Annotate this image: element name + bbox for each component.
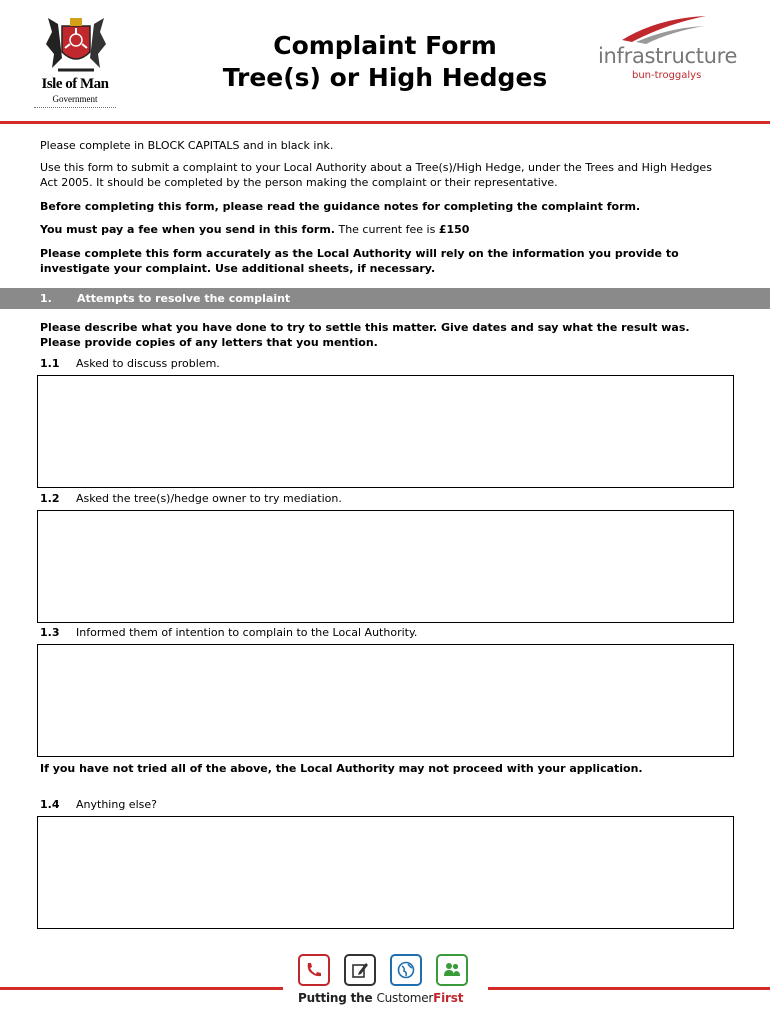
government-logo	[30, 14, 120, 114]
crest-icon	[40, 14, 112, 76]
fee-current-text: The current fee is	[334, 223, 439, 236]
answer-box-1-4[interactable]	[37, 816, 734, 929]
section-title: Attempts to resolve the complaint	[77, 292, 291, 305]
answer-box-1-1[interactable]	[37, 375, 734, 488]
title-line-1: Complaint Form	[273, 31, 497, 60]
footer-divider-right	[488, 987, 770, 990]
intro-block-capitals: Please complete in BLOCK CAPITALS and in black ink.	[40, 139, 334, 152]
intro-fee	[40, 222, 720, 237]
intro-purpose: Use this form to submit a complaint to your Local Authority about a Tree(s)/High Hedge, under the Trees and High Hedges Act 2005. It should be completed by the person making the complaint or their representative.	[40, 161, 712, 189]
question-label: Informed them of intention to complain to the Local Authority.	[76, 626, 418, 639]
people-icon	[436, 954, 468, 986]
intro-accuracy: Please complete this form accurately as the Local Authority will rely on the information you provide to investigate your complaint. Use additional sheets, if necessary.	[40, 247, 679, 275]
tagline-first: First	[433, 991, 464, 1005]
tagline-customer: Customer	[376, 991, 434, 1005]
question-number: 1.1	[40, 357, 60, 370]
question-1-4	[40, 798, 157, 811]
edit-icon	[344, 954, 376, 986]
government-motto	[34, 107, 116, 111]
fee-amount: £150	[438, 223, 470, 236]
title-line-2: Tree(s) or High Hedges	[222, 63, 548, 92]
question-number: 1.3	[40, 626, 60, 639]
government-name: Isle of Man	[41, 76, 109, 92]
footer-tagline	[298, 991, 463, 1005]
question-label: Asked the tree(s)/hedge owner to try mediation.	[76, 492, 342, 505]
header-divider	[0, 121, 770, 124]
question-label: Anything else?	[76, 798, 157, 811]
page-title	[200, 30, 570, 94]
question-1-1	[40, 357, 220, 370]
department-name: infrastructure	[598, 44, 738, 68]
incomplete-warning: If you have not tried all of the above, the Local Authority may not proceed with your application.	[40, 762, 643, 775]
section-header	[0, 288, 770, 309]
section-number: 1.	[40, 292, 52, 305]
question-1-3	[40, 626, 417, 639]
government-subtitle: Government	[52, 94, 98, 104]
globe-icon	[390, 954, 422, 986]
question-number: 1.2	[40, 492, 60, 505]
department-logo	[598, 14, 738, 84]
intro-guidance: Before completing this form, please read the guidance notes for completing the complaint form.	[40, 200, 641, 213]
question-1-2	[40, 492, 342, 505]
phone-icon	[298, 954, 330, 986]
answer-box-1-2[interactable]	[37, 510, 734, 623]
swoosh-icon	[618, 14, 708, 44]
answer-box-1-3[interactable]	[37, 644, 734, 757]
footer-icons	[298, 954, 472, 988]
footer-divider-left	[0, 987, 283, 990]
fee-notice: You must pay a fee when you send in this form.	[40, 223, 335, 236]
tagline-putting: Putting the	[298, 991, 377, 1005]
section-instructions: Please describe what you have done to try to settle this matter. Give dates and say what the result was. Please provide copies of any letters that you mention.	[40, 321, 690, 349]
question-number: 1.4	[40, 798, 60, 811]
department-subtitle: bun-troggalys	[632, 70, 702, 81]
question-label: Asked to discuss problem.	[76, 357, 220, 370]
